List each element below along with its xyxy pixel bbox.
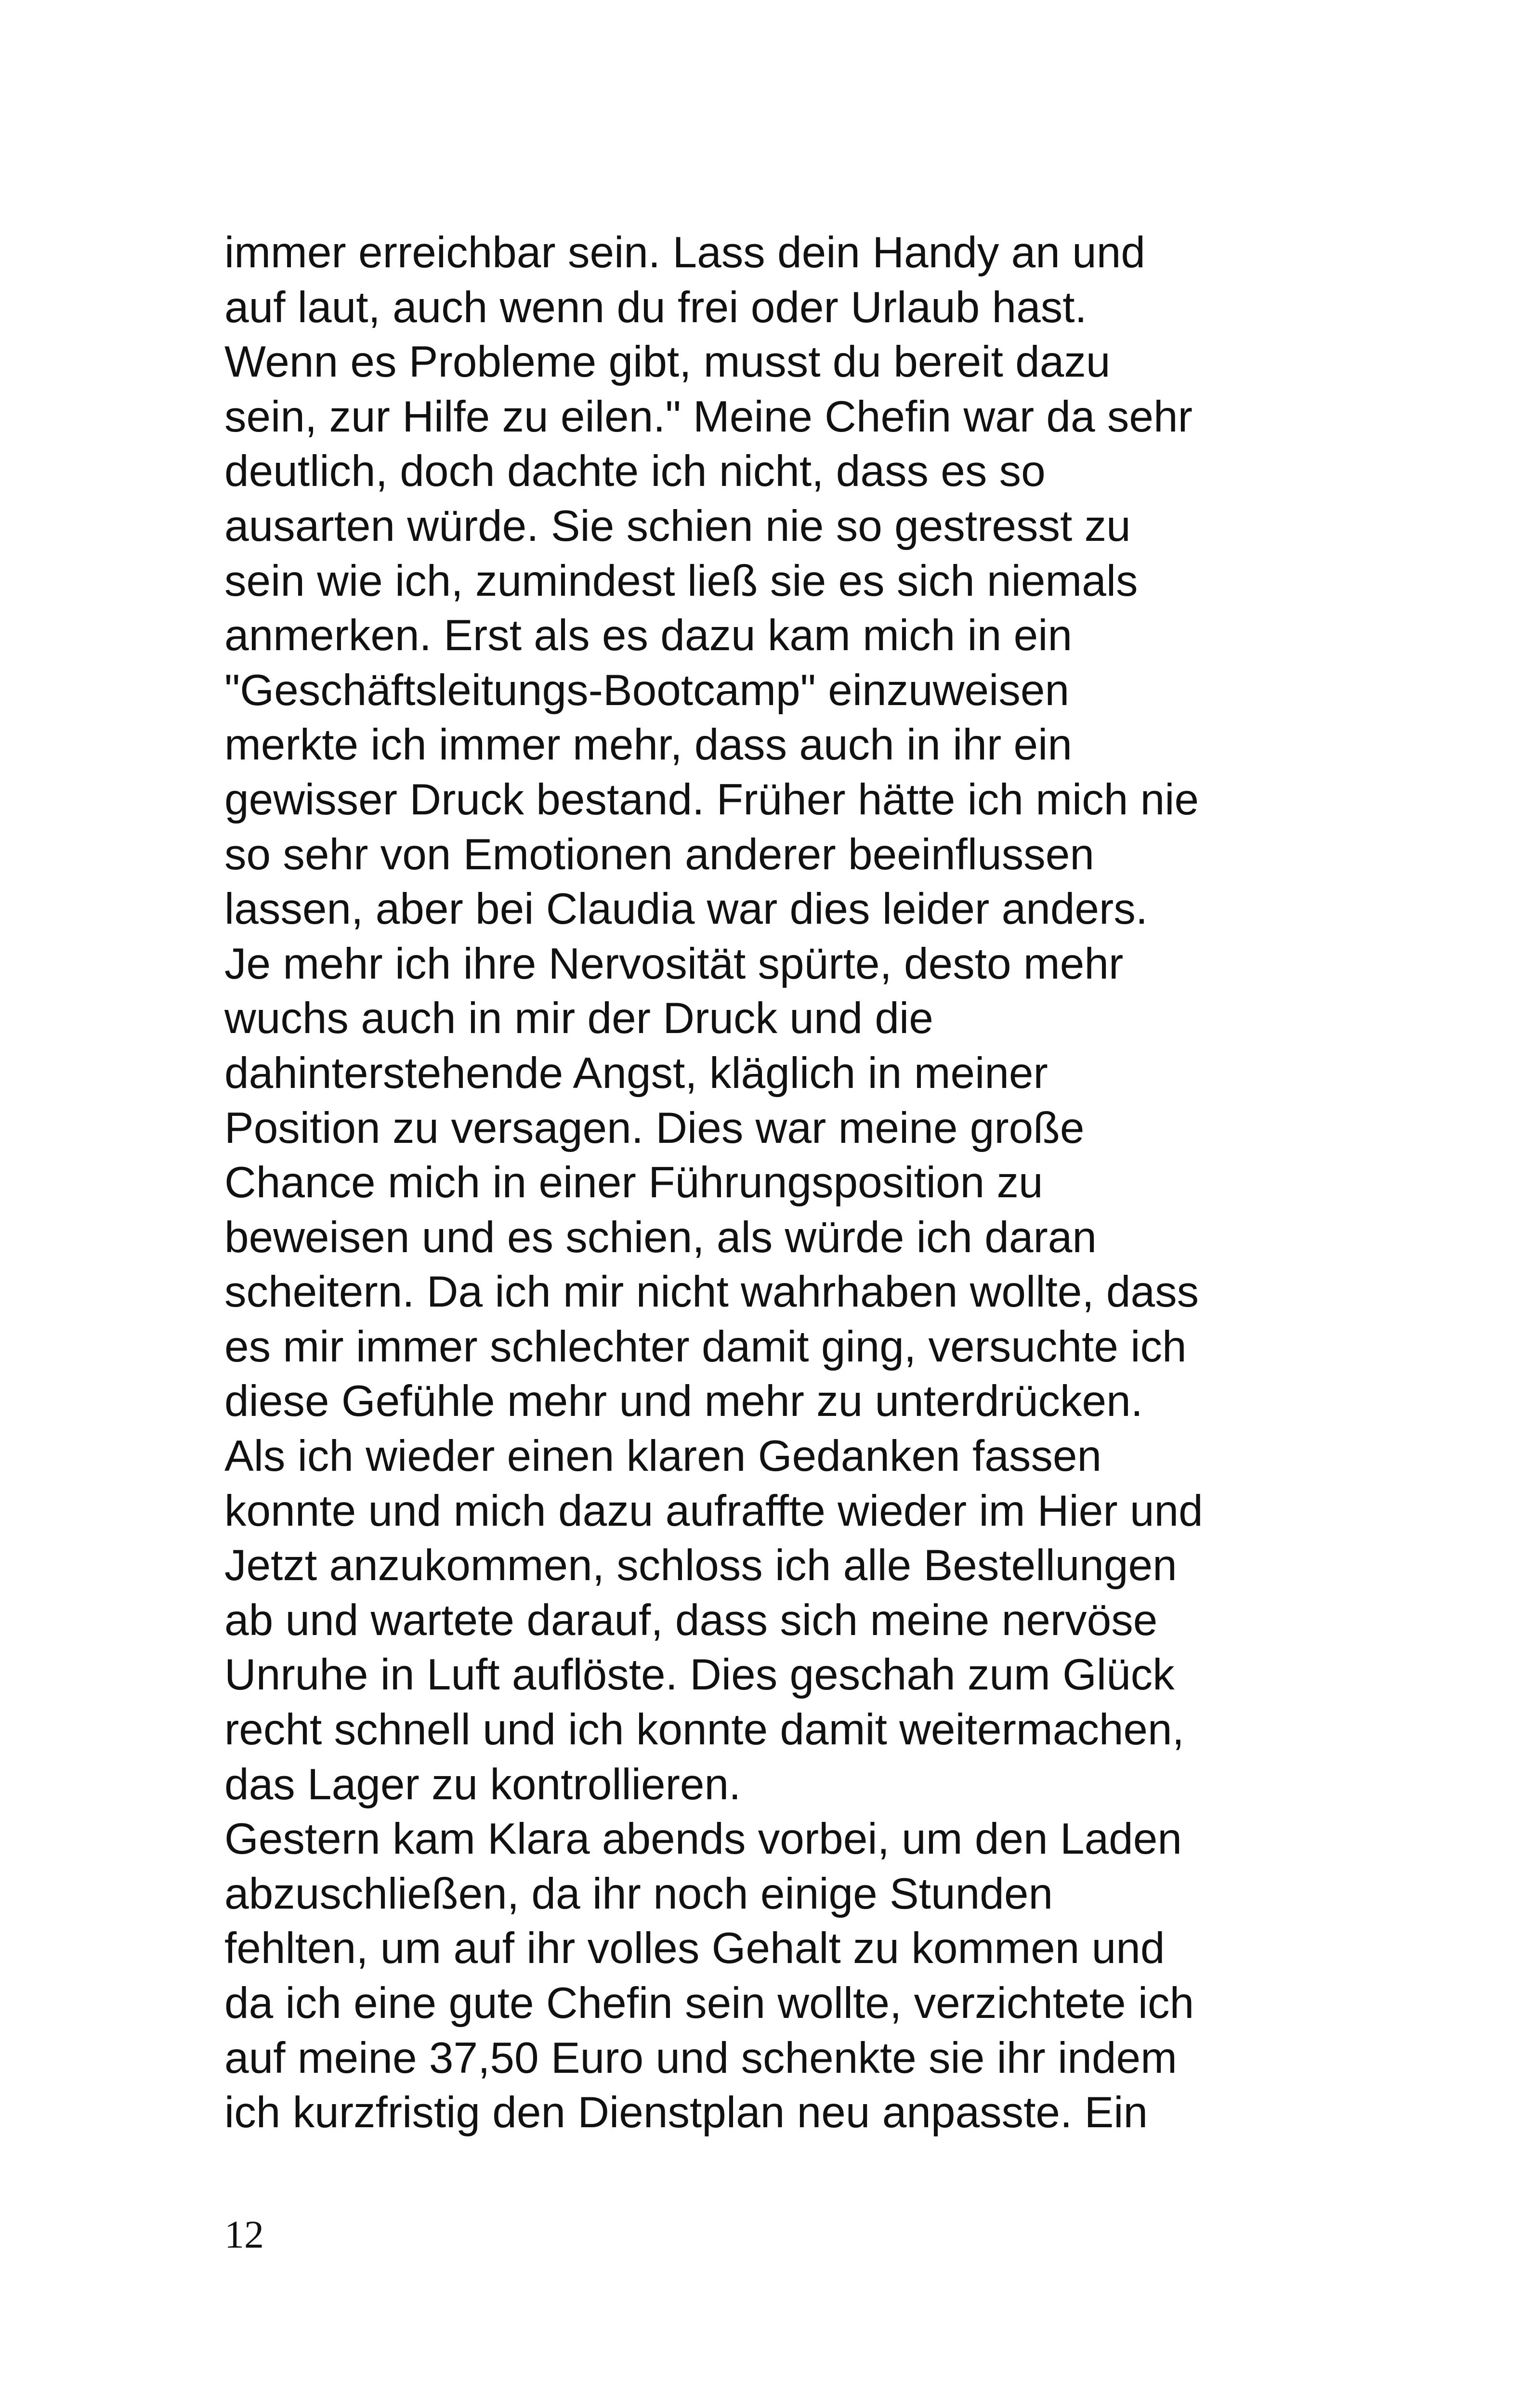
text-line: recht schnell und ich konnte damit weitermachen, [224, 1705, 1184, 1754]
text-line: abzuschließen, da ihr noch einige Stunden [224, 1869, 1053, 1918]
text-line: konnte und mich dazu aufraffte wieder im Hier und [224, 1486, 1203, 1535]
text-line: Wenn es Probleme gibt, musst du bereit dazu [224, 338, 1111, 387]
text-line: Position zu versagen. Dies war meine große [224, 1103, 1085, 1152]
text-line: auf laut, auch wenn du frei oder Urlaub hast. [224, 283, 1087, 332]
text-line: Unruhe in Luft auflöste. Dies geschah zum Glück [224, 1650, 1175, 1700]
text-line: Als ich wieder einen klaren Gedanken fassen [224, 1432, 1102, 1481]
text-line: so sehr von Emotionen anderer beeinflussen [224, 830, 1094, 879]
text-line: ab und wartete darauf, dass sich meine nervöse [224, 1596, 1158, 1645]
text-line: es mir immer schlechter damit ging, versuchte ich [224, 1322, 1187, 1371]
text-line: immer erreichbar sein. Lass dein Handy an und [224, 228, 1145, 277]
text-line: fehlten, um auf ihr volles Gehalt zu kommen und [224, 1924, 1165, 1973]
text-line: auf meine 37,50 Euro und schenkte sie ihr indem [224, 2033, 1177, 2082]
text-line: gewisser Druck bestand. Früher hätte ich mich nie [224, 775, 1199, 824]
text-line: Je mehr ich ihre Nervosität spürte, desto mehr [224, 939, 1124, 988]
text-line: merkte ich immer mehr, dass auch in ihr ein [224, 720, 1072, 770]
text-line: dahinterstehende Angst, kläglich in meiner [224, 1048, 1048, 1098]
text-line: beweisen und es schien, als würde ich daran [224, 1213, 1097, 1262]
text-line: ich kurzfristig den Dienstplan neu anpasste. Ein [224, 2088, 1148, 2137]
page-number: 12 [224, 2212, 264, 2256]
text-line: Jetzt anzukommen, schloss ich alle Bestellungen [224, 1541, 1177, 1590]
text-line: ausarten würde. Sie schien nie so gestresst zu [224, 501, 1131, 550]
text-line: diese Gefühle mehr und mehr zu unterdrücken. [224, 1377, 1143, 1426]
text-line: scheitern. Da ich mir nicht wahrhaben wollte, dass [224, 1268, 1199, 1317]
text-line: wuchs auch in mir der Druck und die [224, 994, 933, 1043]
text-line: sein wie ich, zumindest ließ sie es sich niemals [224, 556, 1138, 605]
text-line: lassen, aber bei Claudia war dies leider anders. [224, 885, 1148, 934]
text-line: da ich eine gute Chefin sein wollte, verzichtete ich [224, 1979, 1194, 2028]
text-line: "Geschäftsleitungs-Bootcamp" einzuweisen [224, 666, 1070, 715]
text-line: sein, zur Hilfe zu eilen." Meine Chefin war da sehr [224, 392, 1192, 441]
text-line: deutlich, doch dachte ich nicht, dass es so [224, 447, 1046, 496]
text-line: Chance mich in einer Führungsposition zu [224, 1158, 1043, 1207]
body-text [224, 225, 1347, 2140]
text-line: Gestern kam Klara abends vorbei, um den Laden [224, 1815, 1182, 1864]
text-line: das Lager zu kontrollieren. [224, 1760, 741, 1809]
text-line: anmerken. Erst als es dazu kam mich in ein [224, 611, 1073, 660]
